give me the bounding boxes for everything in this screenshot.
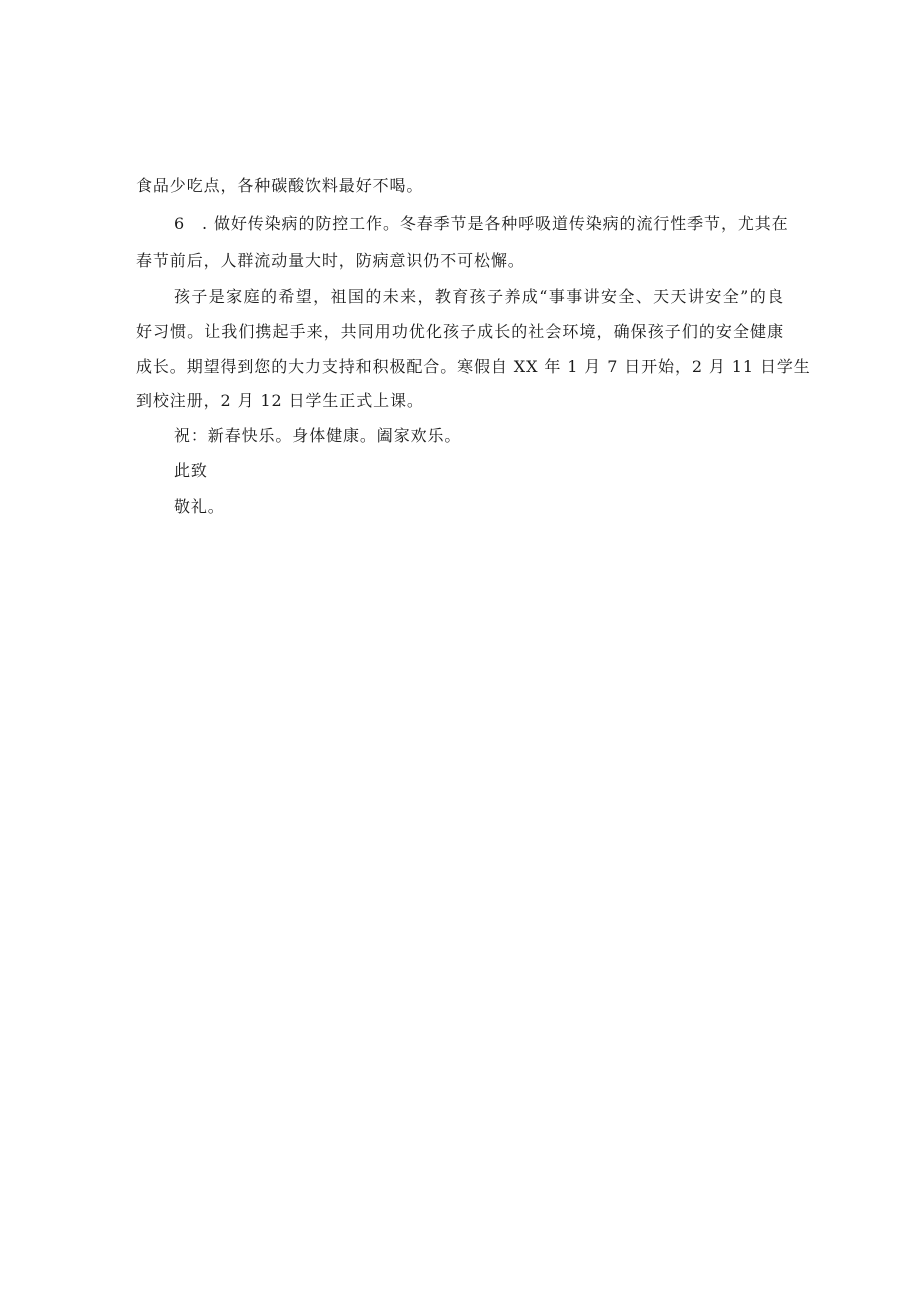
paragraph-line: 成长。期望得到您的大力支持和积极配合。寒假自 XX 年 1 月 7 日开始，2 月 11 日学生 [136, 357, 811, 376]
paragraph-line: 6 . 做好传染病的防控工作。冬春季节是各种呼吸道传染病的流行性季节，尤其在 [174, 214, 789, 233]
closing-wish: 祝：新春快乐。身体健康。阖家欢乐。 [174, 426, 462, 445]
closing-salutation: 此致 [174, 461, 208, 480]
paragraph-line: 食品少吃点，各种碳酸饮料最好不喝。 [136, 176, 424, 195]
paragraph-line: 好习惯。让我们携起手来，共同用功优化孩子成长的社会环境，确保孩子们的安全健康 [136, 322, 784, 341]
paragraph-line: 孩子是家庭的希望，祖国的未来，教育孩子养成“事事讲安全、天天讲安全”的良 [174, 287, 784, 306]
paragraph-line: 春节前后，人群流动量大时，防病意识仍不可松懈。 [136, 251, 525, 270]
closing-respect: 敬礼。 [174, 497, 225, 516]
paragraph-line: 到校注册，2 月 12 日学生正式上课。 [136, 391, 424, 410]
